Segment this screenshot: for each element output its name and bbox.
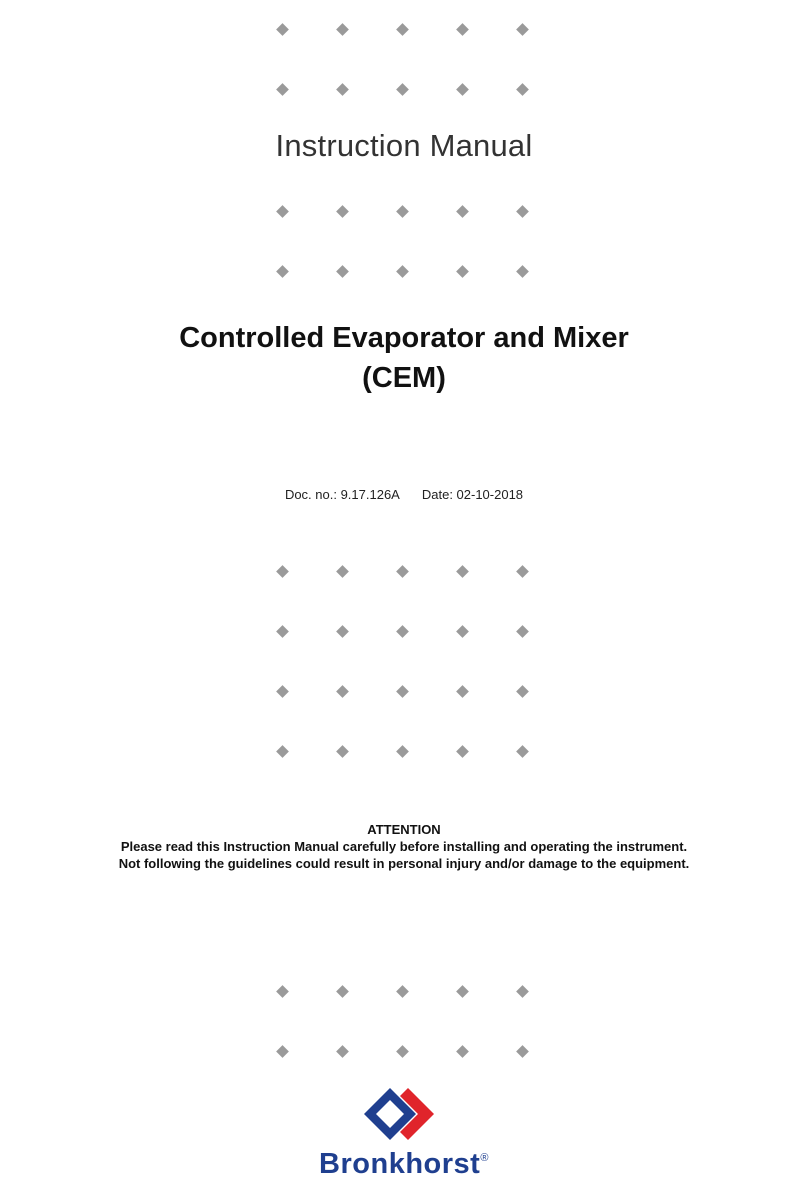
diamond-dot-icon	[336, 625, 349, 638]
diamond-dot-icon	[396, 565, 409, 578]
title-line-1: Controlled Evaporator and Mixer	[179, 322, 629, 354]
diamond-dot-icon	[336, 205, 349, 218]
diamond-dot-icon	[456, 685, 469, 698]
attention-line-1: Please read this Instruction Manual carefully before installing and operating the instrument.	[120, 839, 688, 854]
diamond-dot-icon	[336, 745, 349, 758]
diamond-dot-icon	[276, 985, 289, 998]
diamond-dot-icon	[276, 83, 289, 96]
diamond-row	[0, 567, 808, 581]
diamond-row	[0, 267, 808, 281]
diamond-dot-icon	[336, 565, 349, 578]
diamond-dot-icon	[336, 685, 349, 698]
diamond-dot-icon	[456, 205, 469, 218]
diamond-dot-icon	[336, 1045, 349, 1058]
diamond-dot-icon	[396, 685, 409, 698]
diamond-dot-icon	[516, 745, 529, 758]
diamond-dot-icon	[456, 1045, 469, 1058]
attention-heading: ATTENTION	[367, 822, 441, 837]
diamond-dot-icon	[456, 83, 469, 96]
doc-number: Doc. no.: 9.17.126A	[284, 487, 400, 502]
diamond-dot-icon	[516, 685, 529, 698]
diamond-row	[0, 85, 808, 99]
diamond-dot-icon	[516, 1045, 529, 1058]
diamond-row	[0, 627, 808, 641]
diamond-dot-icon	[396, 23, 409, 36]
diamond-dot-icon	[276, 685, 289, 698]
diamond-row	[0, 687, 808, 701]
diamond-dot-icon	[456, 23, 469, 36]
brand-name	[0, 1148, 808, 1181]
diamond-dot-icon	[456, 745, 469, 758]
diamond-dot-icon	[336, 23, 349, 36]
diamond-dot-icon	[276, 565, 289, 578]
diamond-dot-icon	[456, 625, 469, 638]
diamond-dot-icon	[396, 83, 409, 96]
diamond-row	[0, 987, 808, 1001]
diamond-dot-icon	[516, 83, 529, 96]
diamond-dot-icon	[516, 565, 529, 578]
diamond-dot-icon	[456, 265, 469, 278]
diamond-dot-icon	[396, 745, 409, 758]
diamond-dot-icon	[396, 205, 409, 218]
title-line-2: (CEM)	[362, 362, 446, 394]
diamond-dot-icon	[456, 985, 469, 998]
diamond-dot-icon	[276, 205, 289, 218]
bronkhorst-logo	[0, 1086, 808, 1181]
diamond-dot-icon	[516, 265, 529, 278]
diamond-dot-icon	[276, 1045, 289, 1058]
diamond-dot-icon	[336, 265, 349, 278]
diamond-dot-icon	[396, 985, 409, 998]
diamond-dot-icon	[516, 23, 529, 36]
diamond-dot-icon	[516, 625, 529, 638]
bronkhorst-diamond-logo-icon	[362, 1086, 446, 1144]
doc-date: Date: 02-10-2018	[421, 487, 524, 502]
document-meta	[0, 487, 808, 502]
manual-label: Instruction Manual	[275, 128, 533, 163]
attention-line-2: Not following the guidelines could result in personal injury and/or damage to the equipment.	[118, 856, 690, 871]
diamond-dot-icon	[276, 265, 289, 278]
registered-mark: ®	[480, 1152, 489, 1164]
diamond-dot-icon	[336, 985, 349, 998]
diamond-dot-icon	[516, 205, 529, 218]
brand-wordmark: Bronkhorst	[319, 1148, 481, 1180]
diamond-row	[0, 207, 808, 221]
diamond-dot-icon	[396, 265, 409, 278]
diamond-row	[0, 747, 808, 761]
diamond-dot-icon	[516, 985, 529, 998]
diamond-dot-icon	[336, 83, 349, 96]
document-title	[0, 318, 808, 398]
diamond-dot-icon	[276, 23, 289, 36]
attention-notice	[0, 821, 808, 872]
diamond-row	[0, 1047, 808, 1061]
diamond-row	[0, 25, 808, 39]
diamond-dot-icon	[396, 1045, 409, 1058]
diamond-dot-icon	[276, 745, 289, 758]
diamond-dot-icon	[276, 625, 289, 638]
diamond-dot-icon	[456, 565, 469, 578]
diamond-dot-icon	[396, 625, 409, 638]
